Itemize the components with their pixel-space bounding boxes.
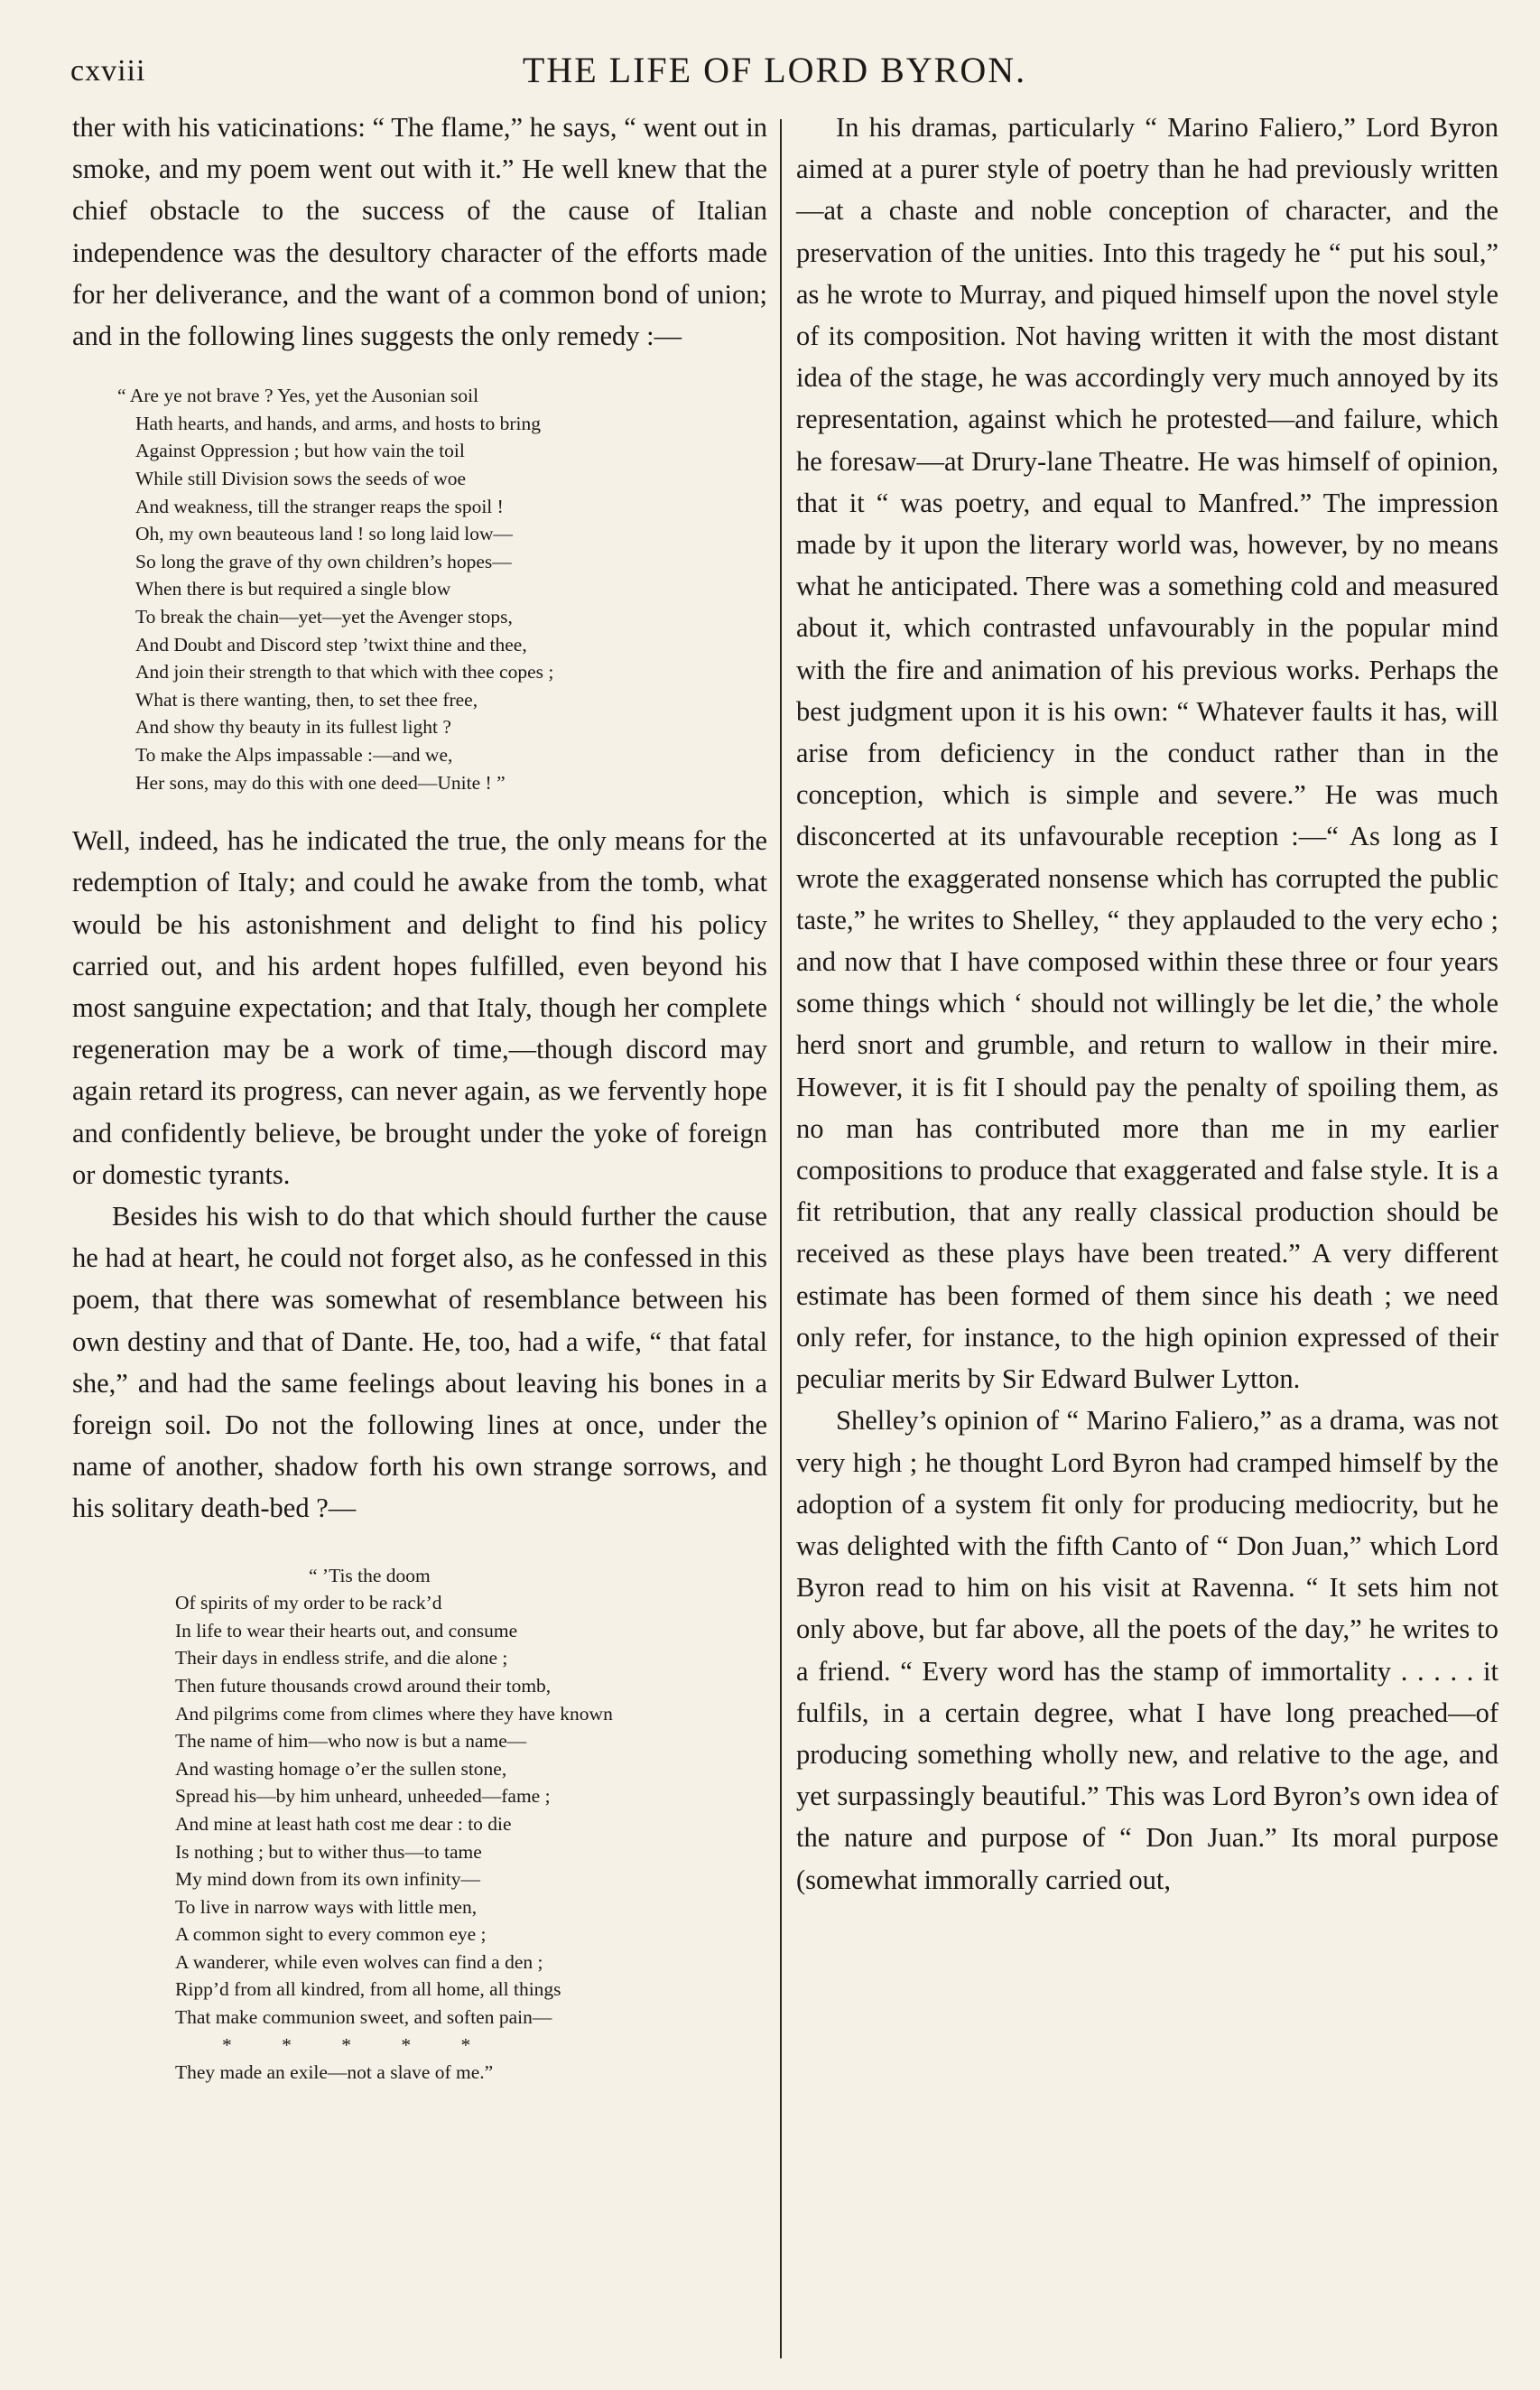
verse-line: When there is but required a single blow [135,578,451,600]
verse-line: And pilgrims come from climes where they have known [175,1702,613,1725]
verse-line: To live in narrow ways with little men, [175,1895,478,1918]
right-column [796,107,1498,1901]
verse-line: They made an exile—not a slave of me.” [175,2061,494,2084]
verse-line: And Doubt and Discord step ’twixt thine and thee, [135,633,527,656]
verse-line: While still Division sows the seeds of woe [135,468,467,489]
verse-line: And wasting homage o’er the sullen stone, [175,1757,507,1780]
verse-line: To make the Alps impassable :—and we, [135,743,453,766]
paragraph-redemption-of-italy: Well, indeed, has he indicated the true, the only means for the redemption of Italy; and could he awake from the tomb, what would be his astonishment and delight to find his policy carried out, and his ardent hopes fulfilled, even beyond his most sanguine expectation; and that Italy, though her complete regeneration may be a work of time,—though discord may again retard its progress, can never again, as we fervently hope and confidently believe, be brought under the yoke of foreign or domestic tyrants. [72,825,767,1190]
verse-line: So long the grave of thy own children’s hopes— [135,550,512,572]
verse-line: To break the chain—yet—yet the Avenger stops, [135,605,513,628]
running-title: THE LIFE OF LORD BYRON. [522,50,1027,90]
verse-line: “ Are ye not brave ? Yes, yet the Ausonian soil [117,385,479,407]
verse-line: What is there wanting, then, to set thee free, [135,688,478,711]
verse-line: Oh, my own beauteous land ! so long laid low— [135,523,514,545]
verse-line: The name of him—who now is but a name— [175,1730,527,1753]
page-header [70,43,1479,98]
verse-line: And weakness, till the stranger reaps the spoil ! [135,495,504,517]
verse-line: “ ’Tis the doom [309,1564,431,1586]
column-divider [780,119,782,2358]
verse-quote-unite [117,382,767,796]
verse-line: Spread his—by him unheard, unheeded—fame ; [175,1785,551,1808]
page-number: cxviii [70,54,146,88]
verse-line: A wanderer, while even wolves can find a den ; [175,1950,543,1973]
verse-line: And join their strength to that which with thee copes ; [135,661,554,684]
verse-line: That make communion sweet, and soften pain— [175,2006,552,2029]
verse-line: In life to wear their hearts out, and consume [175,1619,518,1641]
verse-line: And show thy beauty in its fullest light ? [135,716,451,739]
paragraph-marino-faliero: In his dramas, particularly “ Marino Faliero,” Lord Byron aimed at a purer style of poetry than he had previously written—at a chaste and noble conception of character, and the preservation of the unities. Into this tragedy he “ put his soul,” as he wrote to Murray, and piqued himself upon the novel style of its composition. Not having written it with the most distant idea of the stage, he was accordingly very much annoyed by its representation, against which he protested—and failure, which he foresaw—at Drury-lane Theatre. He was himself of opinion, that it “ was poetry, and equal to Manfred.” The impression made by it upon the literary world was, however, by no means what he anticipated. There was a something cold and measured about it, which contrasted unfavourably in the popular mind with the fire and animation of his previous works. Perhaps the best judgment upon it is his own: “ Whatever faults it has, will arise from deficiency in the conduct rather than in the conception, which is simple and severe.” He was much disconcerted at its unfavourable reception :—“ As long as I wrote the exaggerated nonsense which has corrupted the public taste,” he writes to Shelley, “ they applauded to the very echo ; and now that I have composed within these three or four years some things which ‘ should not willingly be let die,’ the whole herd snort and grumble, and return to wallow in their mire. However, it is fit I should pay the penalty of spoiling them, as no man has contributed more than me in my earlier compositions to produce that exaggerated and false style. It is a fit retribution, that any really classical production should be received as these plays have been treated.” A very different estimate has been formed of them since his death ; we need only refer, for instance, to the high opinion expressed of their peculiar merits by Sir Edward Bulwer Lytton. [796,112,1498,1395]
verse-line: Against Oppression ; but how vain the toil [135,440,465,462]
verse-line: Of spirits of my order to be rack’d [175,1592,442,1614]
verse-line: And mine at least hath cost me dear : to die [175,1812,512,1835]
paragraph-vaticinations: ther with his vaticinations: “ The flame,” he says, “ went out in smoke, and my poem went out with it.” He well knew that the chief obstacle to the success of the cause of Italian independence was the desultory character of the efforts made for her deliverance, and the want of a common bond of union; and in the following lines suggests the only remedy :— [72,112,767,352]
verse-line: Then future thousands crowd around their tomb, [175,1674,552,1697]
verse-quote-exile [175,1562,767,2087]
left-column [72,107,767,2087]
verse-line: Hath hearts, and hands, and arms, and hosts to bring [135,412,542,434]
verse-line: Is nothing ; but to wither thus—to tame [175,1840,482,1863]
verse-line: My mind down from its own infinity— [175,1868,481,1891]
verse-line: Her sons, may do this with one deed—Unite ! ” [135,771,506,794]
verse-line: Ripp’d from all kindred, from all home, all things [175,1978,561,2001]
ellipsis-stars: * * * * * [222,2033,471,2056]
paragraph-shelley-opinion: Shelley’s opinion of “ Marino Faliero,” as a drama, was not very high ; he thought Lord Byron had cramped himself by the adoption of a system fit only for producing mediocrity, but he was delighted with the fifth Canto of “ Don Juan,” which Lord Byron read to him on his visit at Ravenna. “ It sets him not only above, but far above, all the poets of the day,” he writes to a friend. “ Every word has the stamp of immortality . . . . . it fulfils, in a certain degree, what I have long preached—of producing something wholly new, and relative to the age, and yet surpassingly beautiful.” This was Lord Byron’s own idea of the nature and purpose of “ Don Juan.” Its moral purpose (somewhat immorally carried out, [796,1405,1498,1895]
verse-line: A common sight to every common eye ; [175,1923,487,1946]
verse-line: Their days in endless strife, and die alone ; [175,1647,508,1669]
paragraph-resemblance-to-dante: Besides his wish to do that which should further the cause he had at heart, he could not forget also, as he confessed in this poem, that there was somewhat of resemblance between his own destiny and that of Dante. He, too, had a wife, “ that fatal she,” and had the same feelings about leaving his bones in a foreign soil. Do not the following lines at once, under the name of another, shadow forth his own strange sorrows, and his solitary death-bed ?— [72,1200,767,1524]
